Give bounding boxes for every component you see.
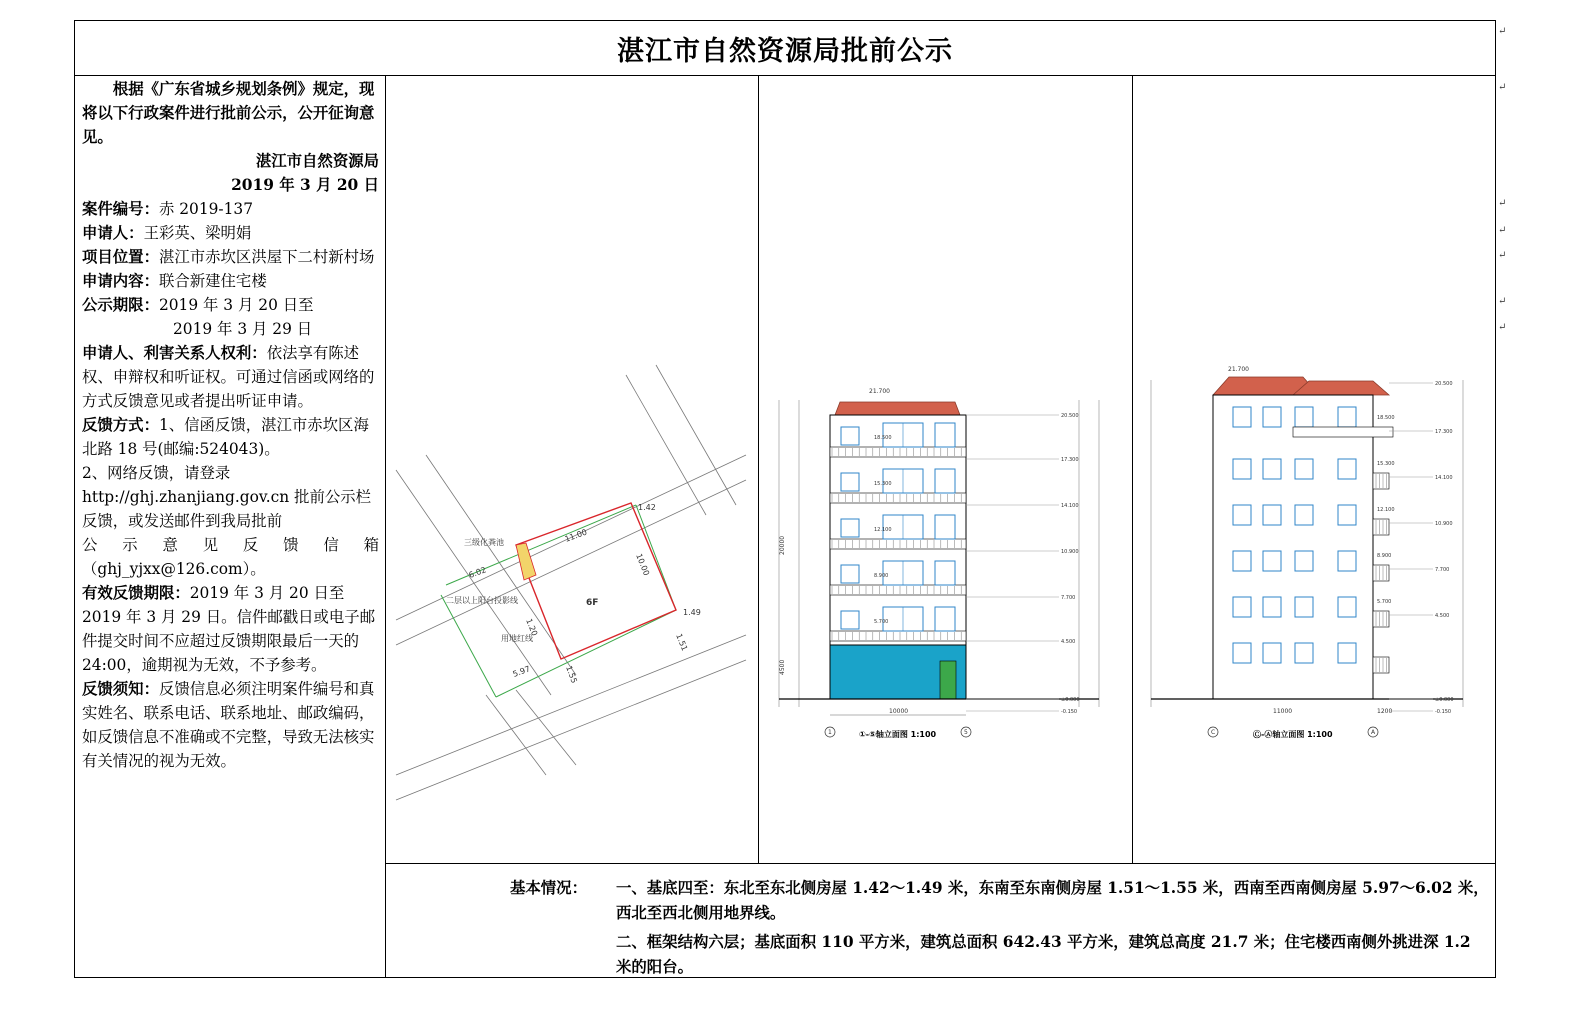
roof-terrace-rail: [1293, 427, 1393, 437]
notice-issuer: 湛江市自然资源局: [255, 152, 379, 170]
floor: [1233, 407, 1356, 427]
dim-right: 10.00: [634, 552, 652, 577]
site-plan: [386, 75, 758, 863]
dim-sw-2: 6.02: [467, 565, 488, 580]
elevation-2-panel: [1133, 75, 1497, 863]
level-label: 20.500: [1435, 381, 1453, 387]
margin-marks: ↵ ↵ ↵ ↵ ↵ ↵ ↵: [1498, 26, 1507, 333]
width-label: 10000: [889, 708, 909, 715]
level-label: 14.100: [1061, 503, 1079, 509]
elevation-1-panel: [759, 75, 1132, 863]
dim-sw-1: 5.97: [511, 664, 532, 679]
drawing-area: [386, 75, 1495, 864]
boundary-label: 用地红线: [501, 634, 533, 643]
dim-top: 11.00: [563, 527, 589, 544]
axis-right-label: 5: [964, 729, 968, 736]
notice-frame: [74, 20, 1496, 978]
dim-w: 1.20: [524, 617, 540, 638]
balcony-depth-label: 1200: [1377, 708, 1393, 715]
balcony-rail: [830, 493, 966, 503]
level-label: 17.300: [1435, 429, 1453, 435]
level-label: 10.900: [1435, 521, 1453, 527]
site-plan-panel: [386, 75, 758, 863]
dim-s: 1.55: [564, 664, 579, 685]
balcony-rail: [830, 539, 966, 549]
level-label: 7.700: [1435, 567, 1450, 573]
project-location: 项目位置：湛江市赤坎区洪屋下二村新村场: [82, 248, 375, 266]
inner-level-label: 15.300: [874, 481, 892, 487]
inner-level-label: 8.900: [874, 573, 889, 579]
axis-left-label: 1: [828, 729, 832, 736]
inner-level-label: 8.900: [1377, 553, 1392, 559]
notice-intro: 根据《广东省城乡规划条例》规定，现将以下行政案件进行批前公示，公开征询意见。: [82, 80, 375, 146]
feedback-deadline: 有效反馈期限：2019 年 3 月 20 日至 2019 年 3 月 29 日。信件邮戳日或电子邮件提交时间不应超过反馈期限最后一天的 24:00，逾期视为无效，不予参考。: [82, 584, 376, 674]
basic-info-label: 基本情况：: [510, 879, 587, 897]
roof: [835, 402, 960, 415]
width-label-2: 11000: [1273, 708, 1293, 715]
septic-tank-label: 三级化粪池: [464, 538, 504, 547]
level-label: 17.300: [1061, 457, 1079, 463]
level-label: -0.150: [1435, 709, 1452, 715]
feedback-online: 2、网络反馈，请登录: [82, 464, 231, 482]
total-height-label: 20000: [779, 535, 786, 555]
inner-level-label: 12.100: [1377, 507, 1395, 513]
level-label: ±0.000: [1435, 697, 1454, 703]
publicity-period: 公示期限：2019 年 3 月 20 日至: [82, 296, 314, 314]
building-outline: [516, 503, 676, 659]
dim-ne: 1.42: [638, 503, 656, 512]
inner-level-label: 18.500: [1377, 415, 1395, 421]
balcony-line-label: 二层以上阳台投影线: [446, 596, 518, 605]
notice-date: 2019 年 3 月 20 日: [231, 176, 379, 194]
elevation-2-caption: Ⓒ-Ⓐ轴立面图 1:100: [1253, 730, 1333, 739]
publicity-period-end: 2019 年 3 月 29 日: [173, 320, 313, 338]
application-content: 申请内容：联合新建住宅楼: [82, 272, 267, 290]
level-label: 4.500: [1435, 613, 1450, 619]
basic-info-item-2: 二、框架结构六层；基底面积 110 平方米，建筑总面积 642.43 平方米，建筑总高度 21.7 米；住宅楼西南侧外挑进深 1.2 米的阳台。: [616, 933, 1471, 976]
inner-level-label: 5.700: [874, 619, 889, 625]
rights: 申请人、利害关系人权利：依法享有陈述权、申辩权和听证权。可通过信函或网络的方式反馈意见或者提出听证申请。: [82, 344, 375, 410]
ground-height-label: 4500: [779, 659, 786, 675]
level-label: 14.100: [1435, 475, 1453, 481]
level-label: 7.700: [1061, 595, 1076, 601]
basic-info: [386, 864, 1495, 977]
elevation-2: [1133, 75, 1497, 863]
level-label: 4.500: [1061, 639, 1076, 645]
case-number: 案件编号：赤 2019-137: [82, 200, 253, 218]
balcony-rail: [830, 447, 966, 457]
feedback-url[interactable]: http://ghj.zhanjiang.gov.cn 批前公示栏反馈，或发送邮件到我局批前: [82, 488, 372, 530]
balcony-rail: [830, 585, 966, 595]
building-label: 6F: [586, 598, 599, 608]
axis-a-label: A: [1371, 729, 1376, 736]
level-label: 10.900: [1061, 549, 1079, 555]
inner-level-label: 5.700: [1377, 599, 1392, 605]
inner-level-label: 12.100: [874, 527, 892, 533]
roof-right: [1293, 381, 1389, 395]
top-level-label-2: 21.700: [1228, 366, 1249, 373]
entrance-door: [940, 661, 956, 699]
level-label: ±0.000: [1061, 697, 1080, 703]
building-facade-side: [1213, 395, 1373, 699]
axis-c-label: C: [1211, 729, 1216, 736]
feedback-notes: 反馈须知：反馈信息必须注明案件编号和真实姓名、联系电话、联系地址、邮政编码，如反馈信息不准确或不完整，导致无法核实有关情况的视为无效。: [82, 680, 375, 770]
page-title: 湛江市自然资源局批前公示: [617, 35, 953, 67]
notice-text-column: [75, 75, 386, 977]
dim-se: 1.51: [674, 632, 690, 653]
level-label: 20.500: [1061, 413, 1079, 419]
level-label: -0.150: [1061, 709, 1078, 715]
dim-e: 1.49: [683, 608, 701, 617]
applicant: 申请人：王彩英、梁明娟: [82, 224, 252, 242]
feedback-mailbox: 公 示 意 见 反 馈 信 箱: [82, 536, 379, 554]
balcony-rail: [830, 631, 966, 641]
feedback-method: 反馈方式：1、信函反馈，湛江市赤坎区海北路 18 号(邮编:524043)。: [82, 416, 369, 458]
elevation-1: [759, 75, 1132, 863]
top-level-label: 21.700: [869, 388, 890, 395]
elevation-1-caption: ①-⑤轴立面图 1:100: [859, 730, 937, 739]
inner-level-label: 15.300: [1377, 461, 1395, 467]
basic-info-item-1: 一、基底四至：东北至东北侧房屋 1.42～1.49 米，东南至东南侧房屋 1.51～1.55 米，西南至西南侧房屋 5.97～6.02 米，西北至西北侧用地界线。: [616, 879, 1489, 922]
title-row: [75, 21, 1495, 76]
inner-level-label: 18.500: [874, 435, 892, 441]
feedback-email[interactable]: （ghj_yjxx@126.com）。: [82, 560, 266, 578]
